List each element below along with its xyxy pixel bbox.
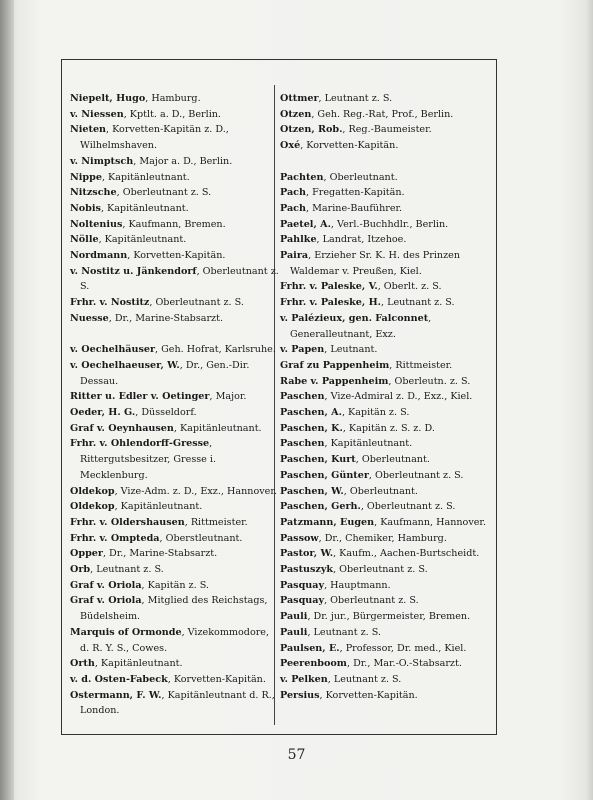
entry-details: , Düsseldorf. [135,407,197,419]
directory-entry [280,342,492,358]
directory-entry [280,452,492,468]
entry-name: Nölle [70,234,99,246]
entry-name: Otzen, Rob. [280,124,343,136]
entry-name: Nieten [70,124,107,136]
entry-details: , Kapitänleutnant. [173,422,262,434]
entry-details: , Oberleutnant. [355,454,430,466]
directory-entry [70,342,280,358]
directory-entry [70,515,280,531]
directory-entry [70,656,280,672]
directory-entry [70,107,280,123]
entry-details: , Oberleutnant z. S. [333,564,428,576]
entry-name: Pasquay [280,595,325,607]
directory-entry [70,154,280,170]
entry-name: Nippe [70,171,102,183]
directory-entry [70,248,280,264]
entry-details: , Kapitän z. S. [341,407,410,419]
entry-name: Frhr. v. Paleske, H. [280,297,381,309]
directory-entry [280,688,492,704]
directory-entry [70,421,280,437]
entry-name: Pauli [280,611,308,623]
directory-entry [70,358,280,389]
directory-entry [70,546,280,562]
entry-details: , Mitglied des Reichstags, Büdelsheim. [80,595,268,623]
entry-name: v. d. Osten-Fabeck [70,674,168,685]
entry-name: v. Nostitz u. Jänkendorf [70,265,197,277]
directory-entry [280,217,492,233]
entry-details: , Kapitänleutnant. [100,202,189,214]
entry-details: , Korvetten-Kapitän. [167,674,266,685]
entry-name: Marquis of Ormonde [70,626,182,638]
entry-name: Pahlke [280,234,317,246]
entry-name: Nobis [70,202,101,214]
entry-name: Ostermann, F. W. [70,689,162,701]
directory-entry [280,609,492,625]
entry-details: , Rittmeister. [389,359,453,371]
left-column [70,91,280,719]
entry-details: , Geh. Hofrat, Karlsruhe. [155,344,276,356]
entry-details: , Korvetten-Kapitän. [127,250,226,262]
entry-details: , Leutnant z. S. [307,626,382,638]
directory-entry [70,185,280,201]
directory-entry [280,201,492,217]
directory-entry [70,578,280,594]
entry-details: , Rittmeister. [184,516,248,528]
entry-name: Paulsen, E. [280,642,340,654]
entry-details: , Leutnant. [324,344,378,356]
directory-entry [280,562,492,578]
directory-entry [70,436,280,483]
entry-details: , Kapitänleutnant d. R., London. [80,689,275,717]
directory-entry [70,405,280,421]
directory-entry [280,672,492,688]
entry-name: Pach [280,187,306,199]
entry-name: Patzmann, Eugen [280,516,375,528]
entry-name: Graf v. Oriola [70,595,142,607]
entry-name: Frhr. v. Oldershausen [70,516,185,528]
entry-name: Graf v. Oriola [70,579,142,591]
directory-entry [280,374,492,390]
entry-details: , Geh. Reg.-Rat, Prof., Berlin. [311,108,454,120]
entry-details: , Leutnant z. S. [90,564,164,576]
entry-details: , Oberleutnant z. S. [116,187,212,199]
directory-entry [70,531,280,547]
directory-entry [280,641,492,657]
entry-name: Pauli [280,626,308,638]
directory-entry [280,358,492,374]
directory-entry [70,264,280,295]
entry-details: , Verl.-Buchhdlr., Berlin. [330,218,449,230]
entry-name: Graf zu Pappenheim [280,359,390,371]
entry-details: , Kapitän z. S. [141,579,209,591]
entry-name: Noltenius [70,218,123,230]
right-column [280,91,492,703]
entry-details: , Oberleutnant z. S. [368,469,464,481]
directory-entry [280,232,492,248]
directory-entry [70,688,280,719]
entry-name: Pasquay [280,579,325,591]
directory-entry [70,625,280,656]
entry-name: Orb [70,564,91,576]
entry-details: , Kapitänleutnant. [98,234,187,246]
entry-name: Niepelt, Hugo [70,93,146,104]
entry-details: , Hamburg. [145,93,201,104]
directory-entry [70,484,280,500]
entry-name: Ottmer [280,93,319,104]
entry-name: Graf v. Oeynhausen [70,422,174,434]
directory-entry [280,389,492,405]
entry-name: Pastor, W. [280,548,334,560]
entry-details: , Fregatten-Kapitän. [306,187,405,199]
entry-name: Paschen [280,391,325,403]
entry-details: , Oberleutnant z. S. [360,501,456,513]
entry-details: , Marine-Bauführer. [306,202,403,214]
entry-details: , Leutnant z. S. [318,93,393,104]
directory-entry [280,138,492,154]
directory-entry [280,122,492,138]
entry-name: Paira [280,250,309,262]
entry-name: v. Nimptsch [70,155,134,167]
entry-details: , Kapitänleutnant. [114,501,203,513]
entry-details: , Korvetten-Kapitän z. D., Wilhelmshaven. [80,124,229,152]
directory-entry [70,91,280,107]
entry-name: Frhr. v. Nostitz [70,297,150,309]
entry-name: v. Pelken [280,674,328,685]
directory-entry [280,578,492,594]
entry-details: , Dr., Marine-Stabsarzt. [102,548,218,560]
entry-details: , Kapitänleutnant. [324,438,413,450]
entry-name: Frhr. v. Paleske, V. [280,281,378,293]
entry-name: Rabe v. Pappenheim [280,375,389,387]
directory-entry [280,436,492,452]
entry-name: Oldekop [70,501,115,513]
entry-name: Nordmann [70,250,128,262]
entry-name: Peerenboom [280,658,347,670]
entry-name: Ritter u. Edler v. Oetinger [70,391,210,403]
directory-entry [70,232,280,248]
entry-details: , Leutnant z. S. [380,297,455,309]
directory-entry [70,311,280,327]
entry-details: , Dr., Gen.-Dir. Dessau. [80,359,250,387]
directory-entry [280,405,492,421]
entry-name: Nitzsche [70,187,117,199]
entry-details: , Dr., Marine-Stabsarzt. [108,312,224,324]
entry-details: , Major a. D., Berlin. [133,155,233,167]
entry-details: , Major. [209,391,247,403]
entry-details: , Vize-Admiral z. D., Exz., Kiel. [324,391,473,403]
entry-details: , Oberleutnant z. S. [324,595,419,607]
directory-entry [280,484,492,500]
entry-details: , Professor, Dr. med., Kiel. [339,642,467,654]
entry-name: Paschen, Günter [280,469,369,481]
directory-entry [70,170,280,186]
entry-details: , Kapitänleutnant. [94,658,183,670]
entry-details: , Korvetten-Kapitän. [319,689,418,701]
entry-name: v. Niessen [70,108,124,120]
entry-name: Oeder, H. G. [70,407,136,419]
entry-details: , Oberleutnant z. S. [149,297,244,309]
directory-entry [70,122,280,153]
entry-details: , Dr., Chemiker, Hamburg. [318,532,447,544]
book-spine [0,0,14,800]
entry-details: , Kapitän z. S. z. D. [342,422,435,434]
entry-name: v. Palézieux, gen. Falconnet [280,312,429,324]
page-number: 57 [287,747,306,763]
entry-details: , Reg.-Baumeister. [342,124,432,136]
entry-name: Paschen [280,438,325,450]
directory-entry [280,248,492,279]
entry-name: Frhr. v. Ohlendorff-Gresse [70,438,210,450]
entry-details: , Generalleutnant, Exz. [290,312,432,340]
entry-details: , Kaufmann, Bremen. [122,218,226,230]
entry-details: , Hauptmann. [324,579,391,591]
entry-details: , Kaufm., Aachen-Burtscheidt. [333,548,480,560]
directory-entry [280,170,492,186]
directory-entry [280,546,492,562]
entry-name: Frhr. v. Omptedа [70,532,160,544]
entry-details: , Erzieher Sr. K. H. des Prinzen Waldemar v. Preußen, Kiel. [290,250,461,277]
entry-name: Pach [280,202,306,214]
directory-entry [280,421,492,437]
directory-entry [280,468,492,484]
directory-entry [70,672,280,688]
directory-entry [280,279,492,295]
entry-details: , Kptlt. a. D., Berlin. [123,108,221,120]
entry-details: , Rittergutsbesitzer, Gresse i. Mecklenburg. [80,438,217,481]
entry-details: , Kapitänleutnant. [101,171,190,183]
directory-entry [280,499,492,515]
entry-name: Pastuszyk [280,564,334,576]
entry-details: , Oberlt. z. S. [377,281,442,293]
directory-entry [70,201,280,217]
entry-details: , Oberleutnant z. S. [80,265,279,293]
directory-entry [70,295,280,311]
entry-name: Opper [70,548,103,560]
directory-entry [70,389,280,405]
directory-entry [280,625,492,641]
entry-name: Persius [280,689,320,701]
directory-entry [280,531,492,547]
directory-entry [280,295,492,311]
entry-name: Paschen, Kurt [280,454,356,466]
entry-name: Otzen [280,108,312,120]
entry-name: Nuesse [70,312,109,324]
directory-entry [70,499,280,515]
entry-details: , Oberstleutnant. [159,532,243,544]
directory-entry [70,217,280,233]
entry-details: , Vizekommodore, d. R. Y. S., Cowes. [80,626,270,654]
entry-details: , Kaufmann, Hannover. [374,516,487,528]
directory-entry [280,593,492,609]
directory-entry [280,107,492,123]
entry-name: Paetel, A. [280,218,331,230]
directory-entry [280,91,492,107]
directory-entry [280,656,492,672]
directory-entry [280,515,492,531]
entry-name: Paschen, W. [280,485,344,497]
entry-details: , Oberleutnant. [323,171,398,183]
entry-details: , Landrat, Itzehoe. [316,234,407,246]
entry-name: Oxé [280,140,301,152]
entry-name: Oldekop [70,485,115,497]
directory-entry [280,311,492,342]
entry-details: , Leutnant z. S. [327,674,402,685]
entry-name: Orth [70,658,95,670]
directory-entry [70,562,280,578]
directory-entry [70,593,280,624]
entry-name: Paschen, Gerh. [280,501,361,513]
entry-name: Pachten [280,171,324,183]
entry-name: v. Papen [280,344,325,356]
entry-details: , Dr., Mar.-O.-Stabsarzt. [346,658,462,670]
entry-details: , Korvetten-Kapitän. [300,140,399,152]
directory-entry [280,185,492,201]
entry-details: , Oberleutnant. [343,485,418,497]
entry-name: Paschen, K. [280,422,343,434]
entry-name: v. Oechelhaeuser, W. [70,359,180,371]
entry-details: , Vize-Adm. z. D., Exz., Hannover. [114,485,277,497]
entry-details: , Dr. jur., Bürgermeister, Bremen. [307,611,471,623]
entry-name: v. Oechelhäuser [70,344,156,356]
entry-name: Paschen, A. [280,407,342,419]
entry-details: , Oberleutn. z. S. [388,375,471,387]
entry-name: Passow [280,532,319,544]
